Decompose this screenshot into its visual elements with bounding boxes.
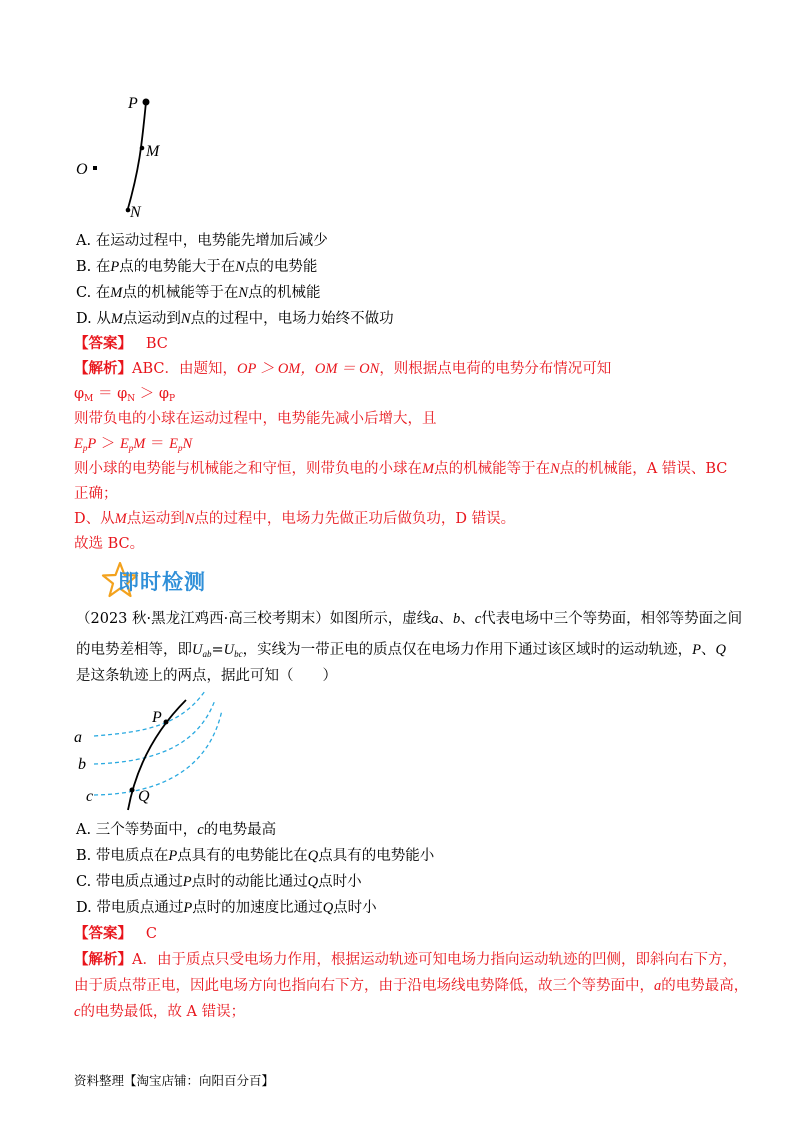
q1-conclusion: 故选 BC。: [74, 536, 145, 552]
q1-option-d[interactable]: D. 从M点运动到N点的过程中，电场力始终不做功: [76, 311, 394, 327]
label-m: M: [146, 143, 160, 160]
label-o: O: [76, 161, 88, 178]
q1-analysis-line-5: 则小球的电势能与机械能之和守恒，则带负电的小球在M点的机械能等于在N点的机械能，A 错误、BC: [74, 461, 728, 477]
q1-answer: 【答案】 BC: [74, 335, 168, 352]
point-q-dot: [130, 788, 135, 793]
figure-1-trajectory: [70, 92, 190, 224]
q2-option-b[interactable]: B. 带电质点在P点具有的电势能比在Q点具有的电势能小: [76, 848, 435, 864]
q2-stem-line-2: 的电势差相等，即$U_{ab}=U_{bc}$，实线为一带正电的质点仅在电场力作用下通过该区域时的运动轨迹，P、Q: [76, 642, 726, 659]
q2-option-c[interactable]: C. 带电质点通过P点时的动能比通过Q点时小: [76, 874, 362, 890]
q1-option-b[interactable]: B. 在P点的电势能大于在N点的电势能: [76, 259, 318, 275]
label-c: c: [86, 788, 94, 805]
label-a: a: [74, 729, 82, 746]
label-q: Q: [138, 788, 150, 805]
equipotential-a: [94, 691, 205, 736]
q2-stem-line-1: （2023 秋·黑龙江鸡西·高三校考期末）如图所示，虚线a、b、c代表电场中三个等势面，相邻等势面之间: [76, 611, 743, 627]
label-b: b: [78, 756, 86, 773]
q1-analysis-line-7: D、从M点运动到N点的过程中，电场力先做正功后做负功，D 错误。: [74, 511, 516, 527]
q2-analysis-line-1: 【解析】A．由于质点只受电场力作用，根据运动轨迹可知电场力指向运动轨迹的凹侧，即斜向右下方，: [74, 951, 737, 968]
label-p: P: [128, 95, 138, 112]
q2-option-d[interactable]: D. 带电质点通过P点时的加速度比通过Q点时小: [76, 900, 377, 916]
q2-stem-line-3: 是这条轨迹上的两点，据此可知（ ）: [76, 668, 337, 684]
q2-option-a[interactable]: A. 三个等势面中，c的电势最高: [76, 822, 277, 838]
figure-2-equipotential: [70, 686, 230, 814]
q1-analysis-line-1: 【解析】ABC．由题知，OP ＞ OM，OM ＝ ON，则根据点电荷的电势分布情况可知: [74, 360, 612, 377]
label-n: N: [130, 204, 141, 221]
q2-analysis-line-3: c的电势最低，故 A 错误；: [74, 1004, 246, 1020]
trajectory-curve: [127, 102, 146, 212]
q1-option-c[interactable]: C. 在M点的机械能等于在N点的机械能: [76, 285, 321, 301]
q1-analysis-line-6: 正确；: [74, 486, 118, 502]
point-o-dot: [93, 166, 97, 170]
label-p: P: [152, 709, 162, 726]
point-m-dot: [140, 146, 145, 151]
point-p-dot: [143, 99, 150, 106]
q1-analysis-line-2: $\varphi_M = \varphi_N > \varphi_P$: [74, 386, 176, 404]
q2-answer: 【答案】 C: [74, 925, 157, 942]
q1-analysis-line-4: $E_pP > E_pM = E_pN$: [74, 436, 193, 453]
section-title: 即时检测: [118, 570, 206, 594]
q1-analysis-line-3: 则带负电的小球在运动过程中，电势能先减小后增大，且: [74, 411, 437, 427]
footer-text: 资料整理【淘宝店铺：向阳百分百】: [74, 1073, 275, 1088]
q1-option-a[interactable]: A. 在运动过程中，电势能先增加后减少: [76, 233, 328, 249]
point-p-dot: [164, 720, 169, 725]
q2-analysis-line-2: 由于质点带正电，因此电场方向也指向右下方，由于沿电场线电势降低，故三个等势面中，a的电势最高，: [74, 978, 749, 994]
